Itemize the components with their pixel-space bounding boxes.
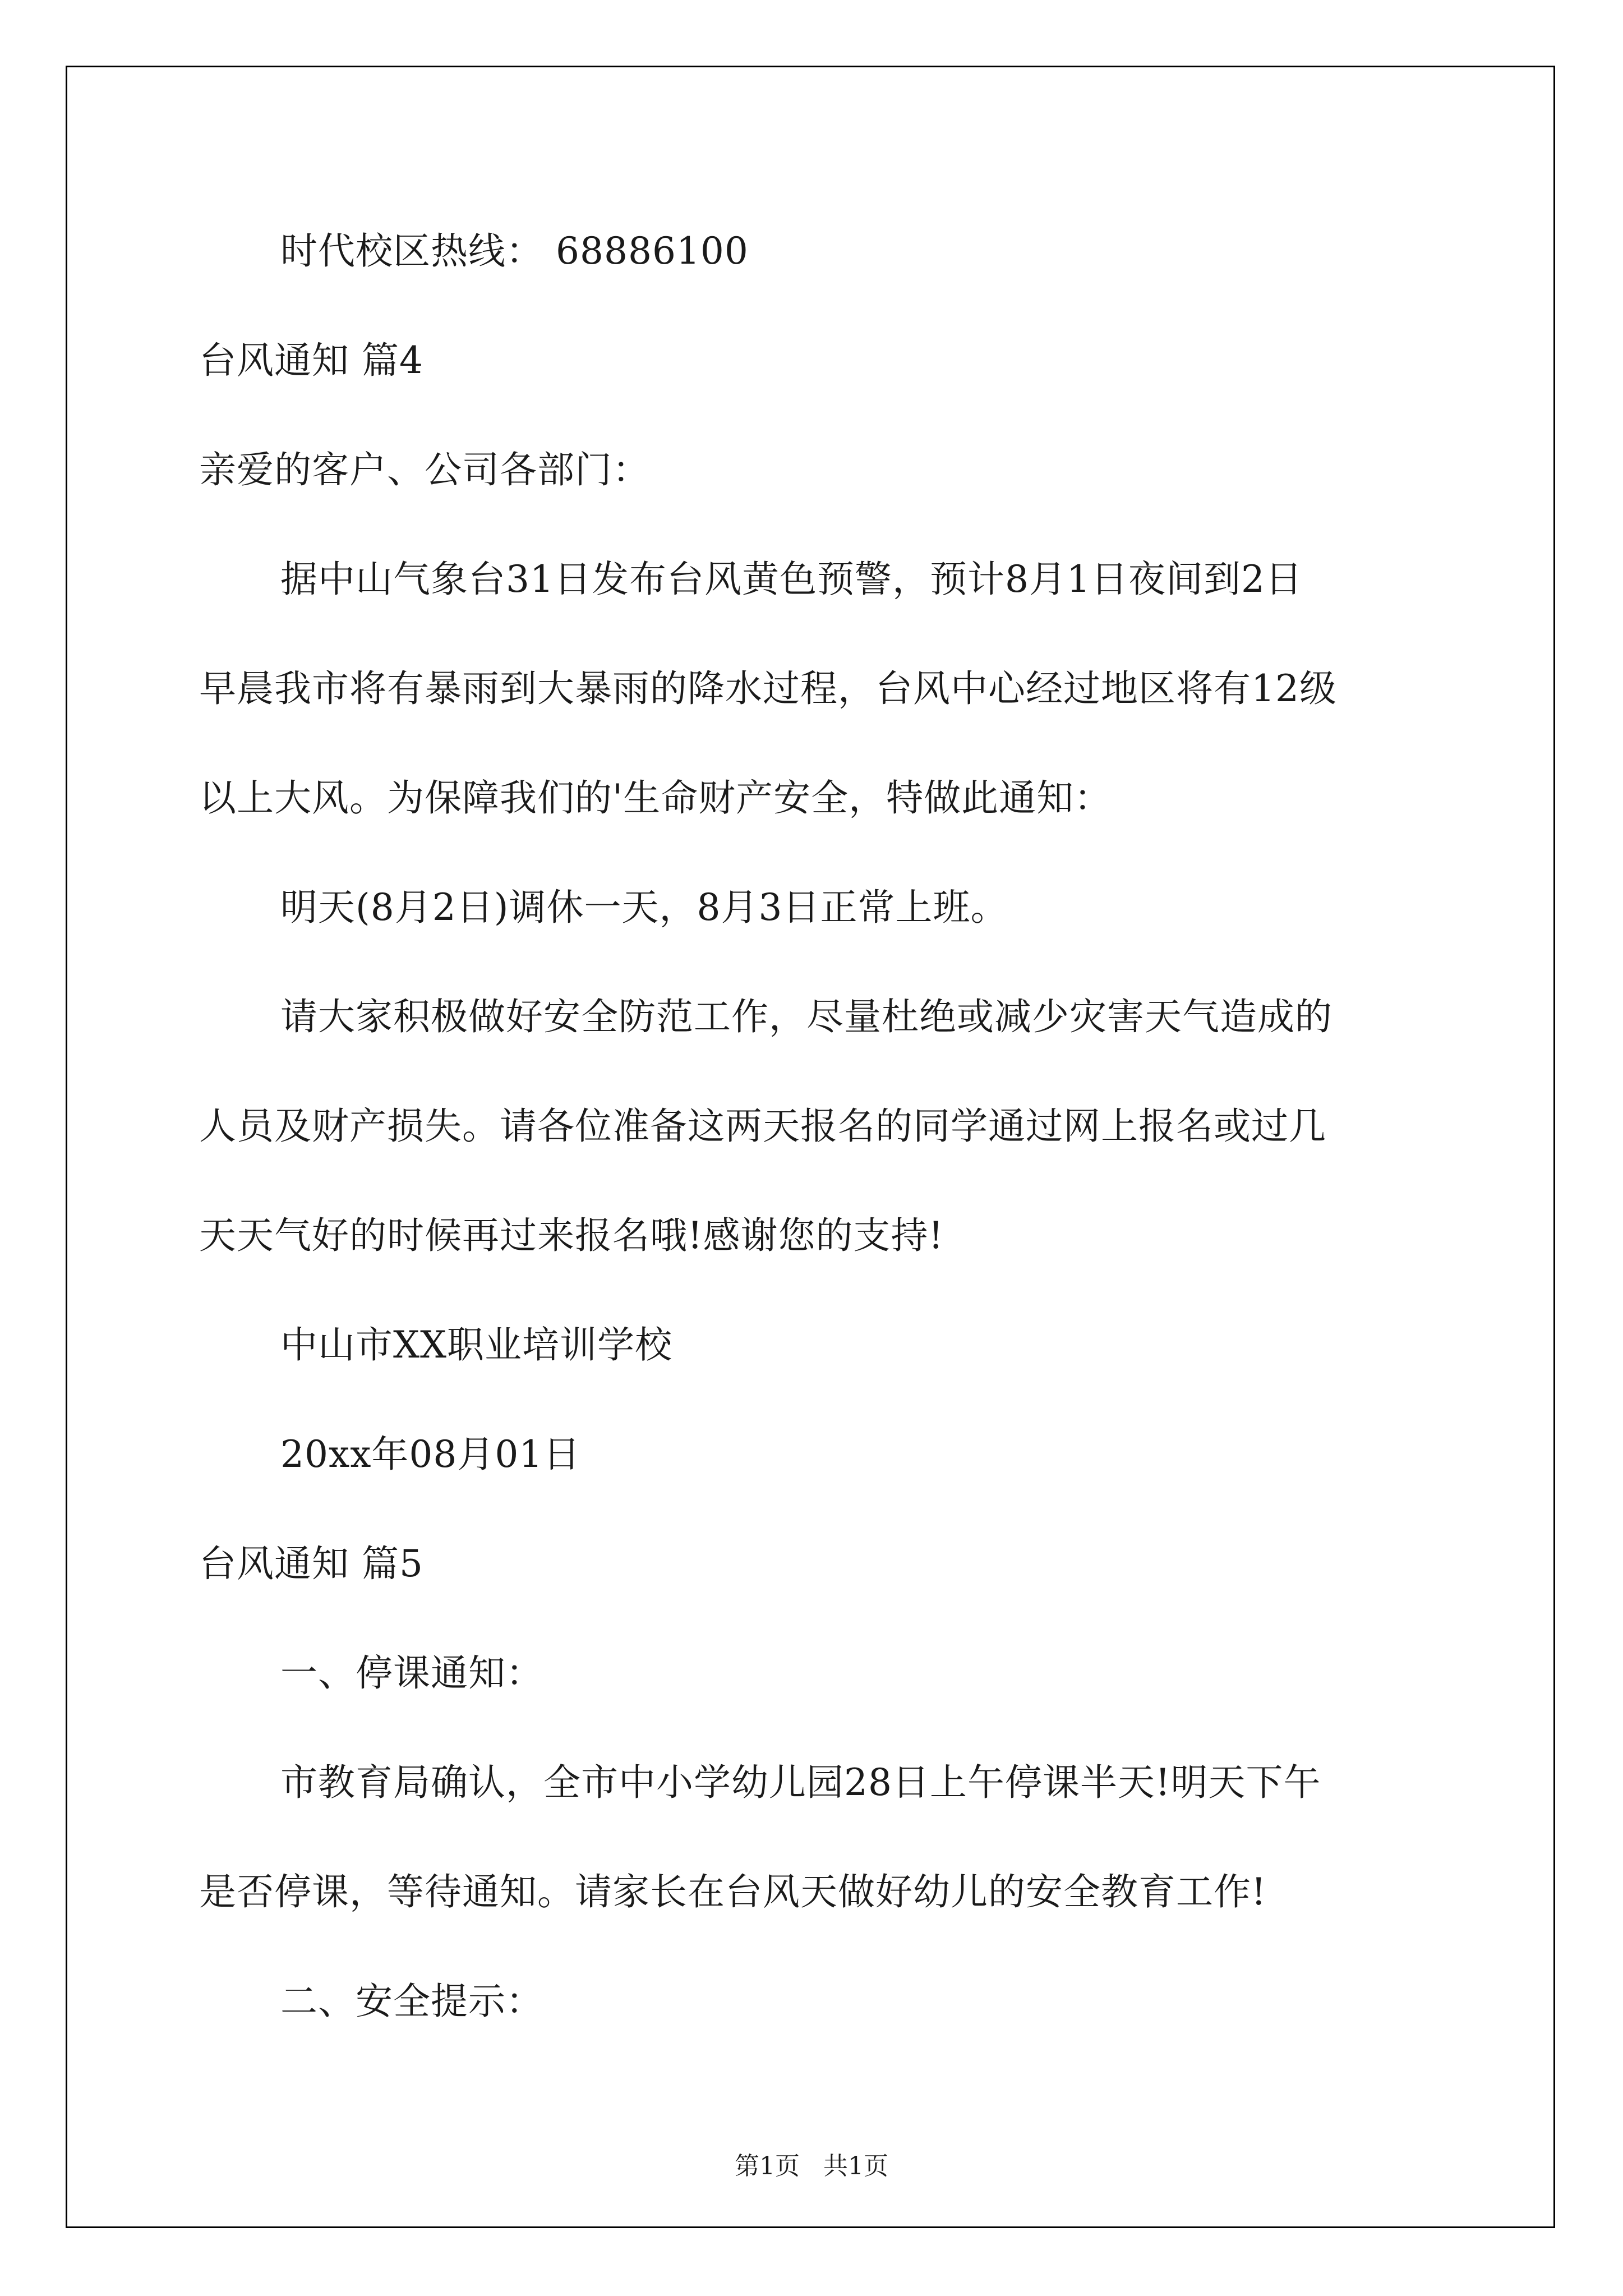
paragraph-line: 市教育局确认，全市中小学幼儿园28日上午停课半天!明天下午 [280, 1761, 1321, 1804]
section-heading-5: 台风通知 篇5 [199, 1542, 423, 1585]
section-heading-4: 台风通知 篇4 [199, 339, 423, 382]
paragraph-line: 明天(8月2日)调休一天，8月3日正常上班。 [280, 886, 1008, 929]
paragraph-line: 据中山气象台31日发布台风黄色预警，预计8月1日夜间到2日 [280, 558, 1303, 601]
subheading-safety: 二、安全提示： [280, 1980, 543, 2023]
signature-date: 20xx年08月01日 [280, 1433, 581, 1476]
salutation: 亲爱的客户、公司各部门： [199, 448, 650, 491]
paragraph-line: 人员及财产损失。请各位准备这两天报名的同学通过网上报名或过几 [199, 1105, 1326, 1148]
paragraph-line: 以上大风。为保障我们的'生命财产安全，特做此通知： [199, 776, 1112, 820]
hotline-line: 时代校区热线： 68886100 [280, 229, 749, 273]
paragraph-line: 早晨我市将有暴雨到大暴雨的降水过程，台风中心经过地区将有12级 [199, 667, 1337, 710]
paragraph-line: 天天气好的时候再过来报名哦!感谢您的支持! [199, 1214, 944, 1257]
paragraph-line: 请大家积极做好安全防范工作，尽量杜绝或减少灾害天气造成的 [280, 995, 1332, 1038]
subheading-suspension: 一、停课通知： [280, 1651, 543, 1695]
paragraph-line: 是否停课，等待通知。请家长在台风天做好幼儿的安全教育工作! [199, 1870, 1267, 1913]
page-number-footer: 第1页 共1页 [735, 2152, 888, 2180]
signature-organization: 中山市XX职业培训学校 [280, 1323, 672, 1366]
